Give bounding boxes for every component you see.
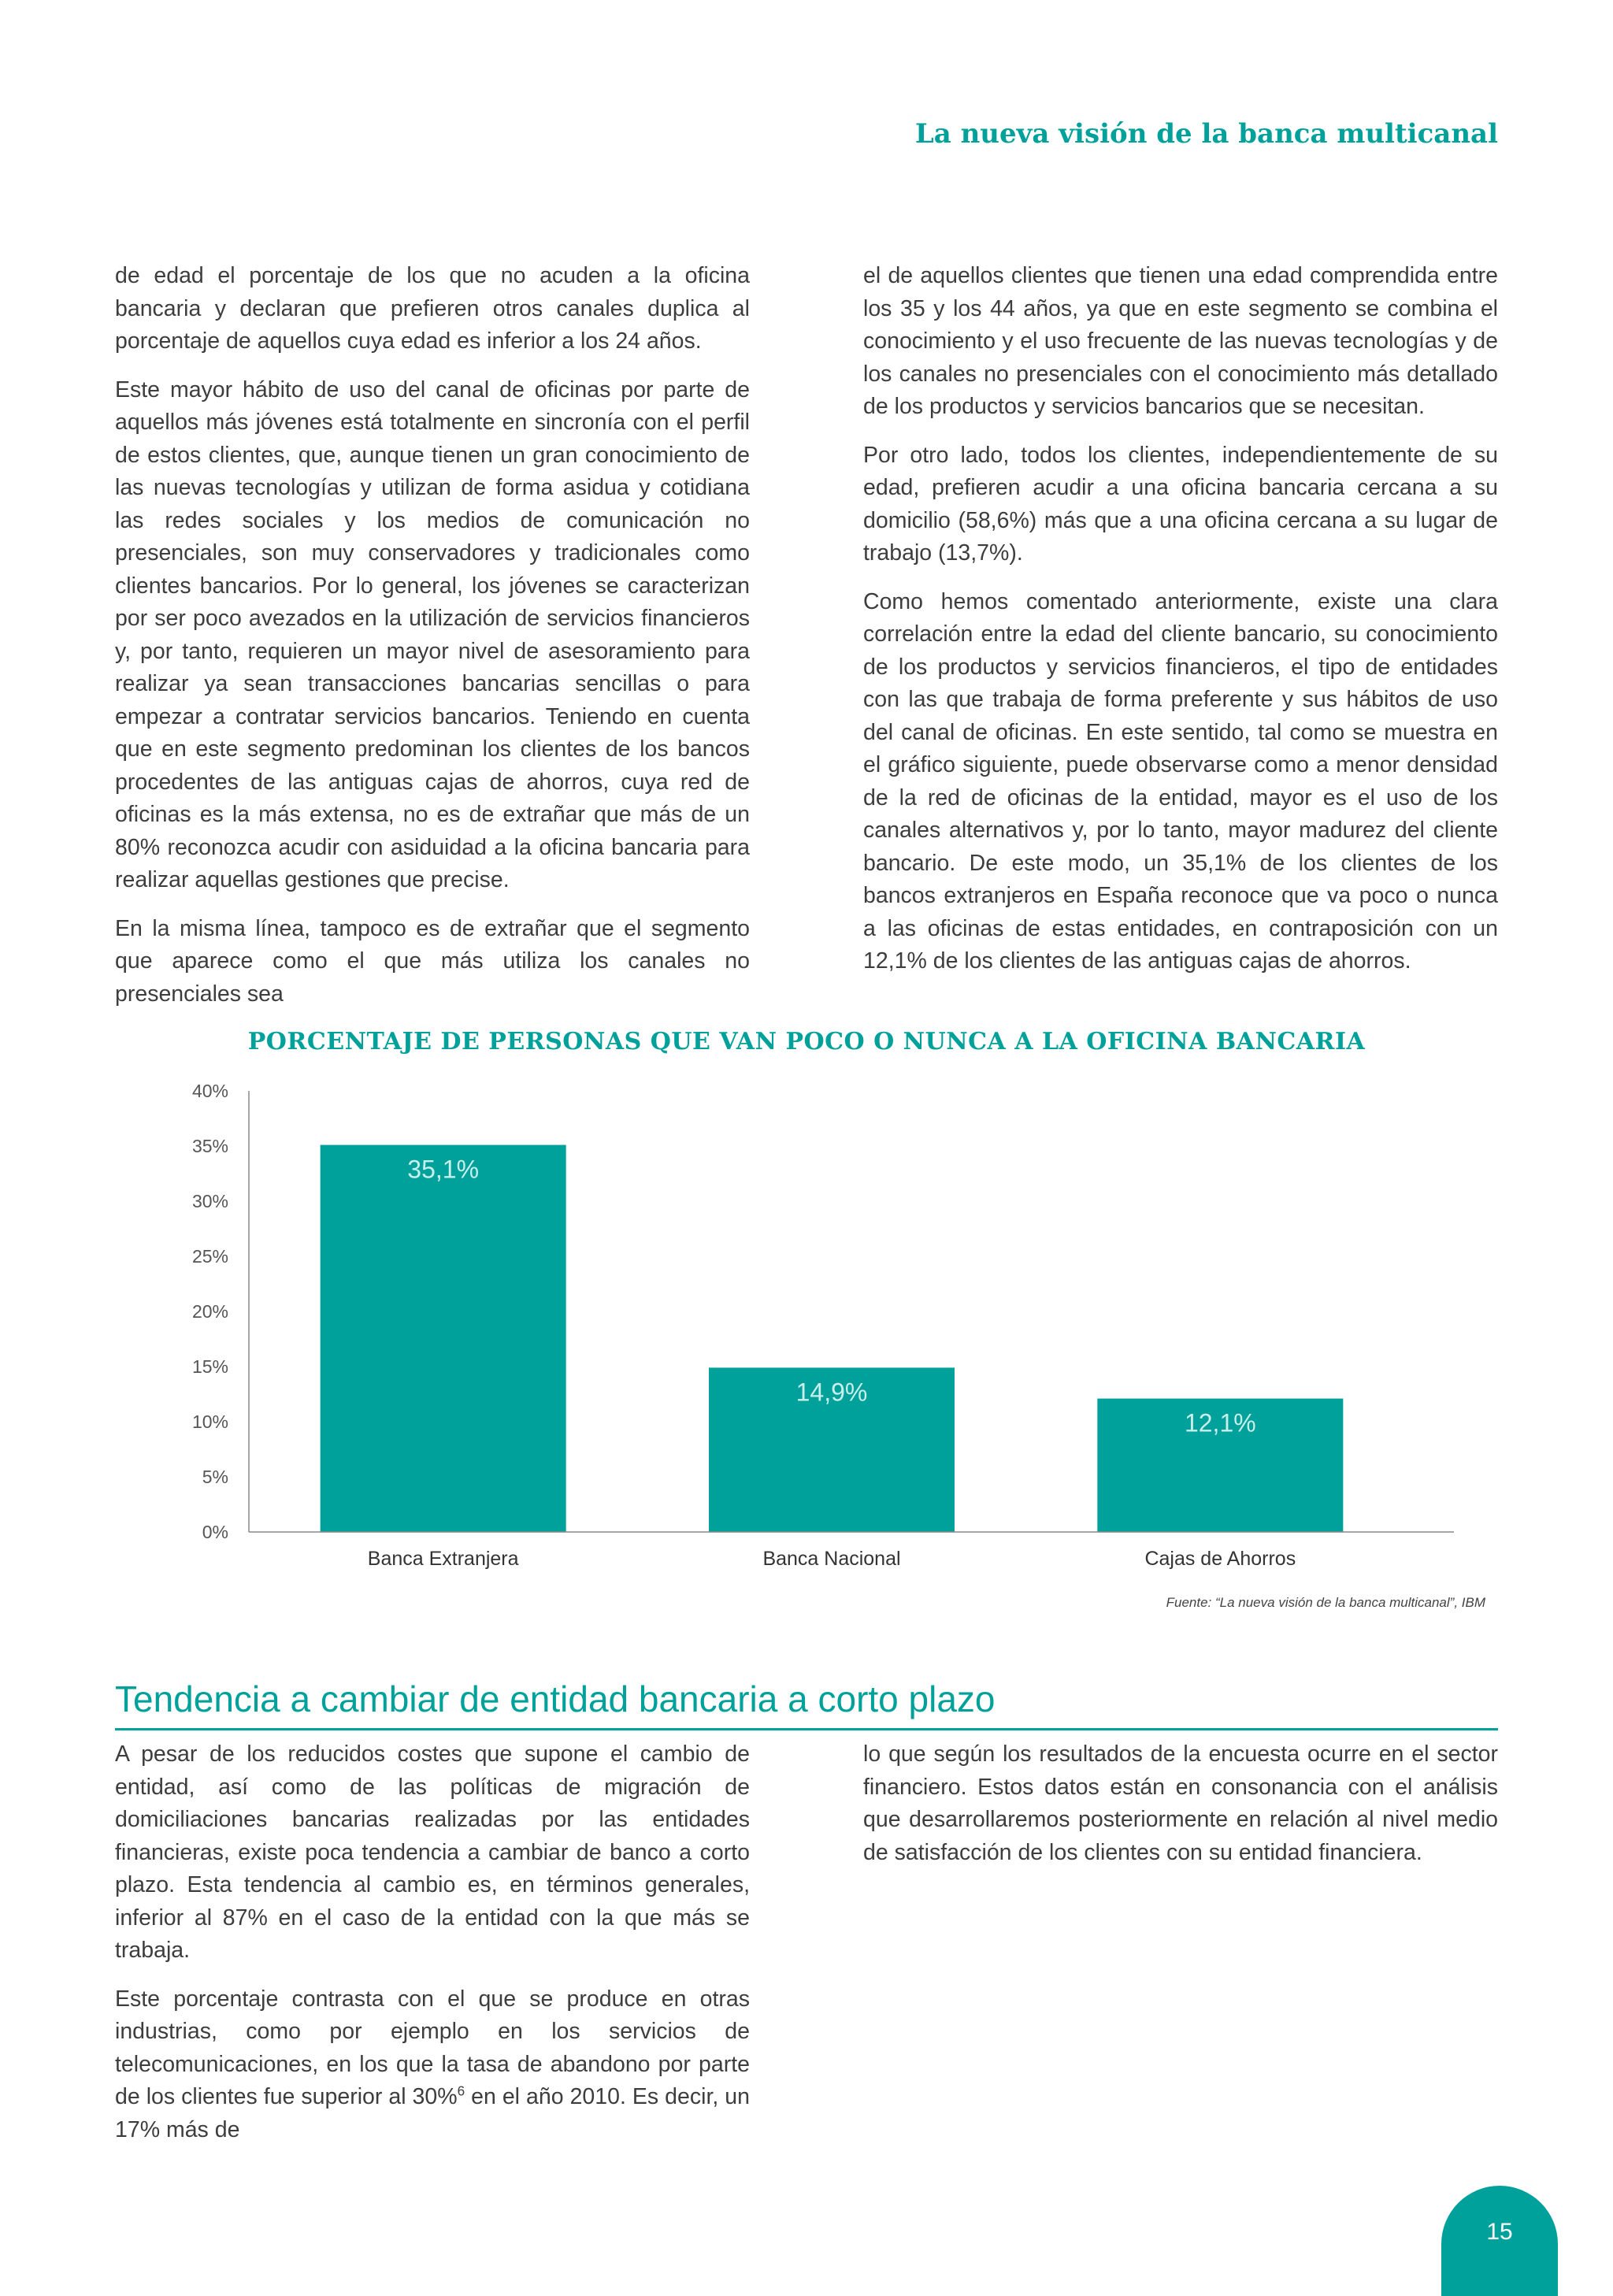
page-number-tab: [1441, 2186, 1558, 2296]
column-top-left: [115, 260, 750, 1026]
paragraph-text: Este porcentaje contrasta con el que se produce en otras industrias, como por ejemplo en los servicios de telecomunicaciones, en los que la tasa de abandono por parte de los clientes fue superior al 30%: [115, 1986, 750, 2109]
column-bottom-left: [115, 1738, 750, 2162]
y-tick-label: 20%: [191, 1301, 228, 1322]
footnote-marker[interactable]: 6: [457, 2083, 465, 2099]
running-header: La nueva visión de la banca multicanal: [914, 118, 1498, 150]
chart-source: Fuente: “La nueva visión de la banca multicanal”, IBM: [1166, 1595, 1485, 1610]
data-label: 14,9%: [795, 1378, 868, 1407]
paragraph: de edad el porcentaje de los que no acuden a la oficina bancaria y declaran que prefieren otros canales duplica al porcentaje de aquellos cuya edad es inferior a los 24 años.: [115, 263, 750, 354]
paragraph: lo que según los resultados de la encuesta ocurre en el sector financiero. Estos datos están en consonancia con el análisis que desarrollaremos posteriormente en relación al nivel medio de satisfacción de los clientes con su entidad financiera.: [863, 1741, 1498, 1865]
paragraph: En la misma línea, tampoco es de extrañar que el segmento que aparece como el que más utiliza los canales no presenciales sea: [115, 915, 750, 1007]
paragraph: A pesar de los reducidos costes que supone el cambio de entidad, así como de las políticas de migración de domiciliaciones bancarias realizadas por las entidades financieras, existe poca tendencia a cambiar de banco a corto plazo. Esta tendencia al cambio es, en términos generales, inferior al 87% en el caso de la entidad con la que más se trabaja.: [115, 1741, 750, 1963]
y-tick-label: 35%: [191, 1136, 228, 1156]
data-label: 12,1%: [1184, 1408, 1256, 1437]
y-tick-label: 15%: [191, 1356, 228, 1377]
paragraph: Como hemos comentado anteriormente, existe una clara correlación entre la edad del cliente bancario, su conocimiento de los productos y servicios financieros, el tipo de entidades con las que trabaja de forma preferente y sus hábitos de uso del canal de oficinas. En este sentido, tal como se muestra en el gráfico siguiente, puede observarse como a menor densidad de la red de oficinas de la entidad, mayor es el uso de los canales alternativos y, por lo tanto, mayor madurez del cliente bancario. De este modo, un 35,1% de los clientes de los bancos extranjeros en España reconoce que va poco o nunca a las oficinas de estas entidades, en contraposición con un 12,1% de los clientes de las antiguas cajas de ahorros.: [863, 588, 1498, 974]
paragraph-text: en el año 2010. Es decir, un 17% más de: [115, 2084, 750, 2142]
paragraph: Por otro lado, todos los clientes, independientemente de su edad, prefieren acudir a una oficina bancaria cercana a su domicilio (58,6%) más que a una oficina cercana a su lugar de trabajo (13,7%).: [863, 442, 1498, 566]
paragraph: Este mayor hábito de uso del canal de oficinas por parte de aquellos más jóvenes está totalmente en sincronía con el perfil de estos clientes, que, aunque tienen un gran conocimiento de las nuevas tecnologías y utilizan de forma asidua y cotidiana las redes sociales y los medios de comunicación no presenciales, son muy conservadores y tradicionales como clientes bancarios. Por lo general, los jóvenes se caracterizan por ser poco avezados en la utilización de servicios financieros y, por tanto, requieren un mayor nivel de asesoramiento para realizar ya sean transacciones bancarias sencillas o para empezar a contratar servicios bancarios. Teniendo en cuenta que en este segmento predominan los clientes de los bancos procedentes de las antiguas cajas de ahorros, cuya red de oficinas es la más extensa, no es de extrañar que más de un 80% reconozca acudir con asiduidad a la oficina bancaria para realizar aquellas gestiones que precise.: [115, 376, 750, 892]
chart-plot: [115, 1020, 1498, 1587]
bar-chart: [115, 1020, 1498, 1634]
x-tick-label: Banca Nacional: [762, 1548, 901, 1570]
x-tick-label: Cajas de Ahorros: [1144, 1548, 1296, 1570]
y-tick-label: 10%: [191, 1411, 228, 1432]
column-bottom-right: [863, 1738, 1498, 1885]
section-heading: Tendencia a cambiar de entidad bancaria a corto plazo: [115, 1678, 1498, 1730]
x-tick-label: Banca Extranjera: [367, 1548, 519, 1570]
chart-title: PORCENTAJE DE PERSONAS QUE VAN POCO O NUNCA A LA OFICINA BANCARIA: [247, 1028, 1366, 1055]
column-top-right: [863, 260, 1498, 994]
page-number: 15: [1486, 2219, 1513, 2245]
data-label: 35,1%: [407, 1155, 480, 1184]
y-tick-label: 5%: [202, 1467, 228, 1487]
y-tick-label: 30%: [191, 1191, 228, 1211]
paragraph: [115, 1983, 750, 2147]
y-tick-label: 40%: [191, 1081, 228, 1101]
y-tick-label: 25%: [191, 1246, 228, 1267]
paragraph: el de aquellos clientes que tienen una edad comprendida entre los 35 y los 44 años, ya que en este segmento se combina el conocimiento y el uso frecuente de las nuevas tecnologías y de los canales no presenciales con el conocimiento más detallado de los productos y servicios bancarios que se necesitan.: [863, 263, 1498, 419]
bar: [321, 1145, 566, 1532]
y-tick-label: 0%: [202, 1522, 228, 1542]
